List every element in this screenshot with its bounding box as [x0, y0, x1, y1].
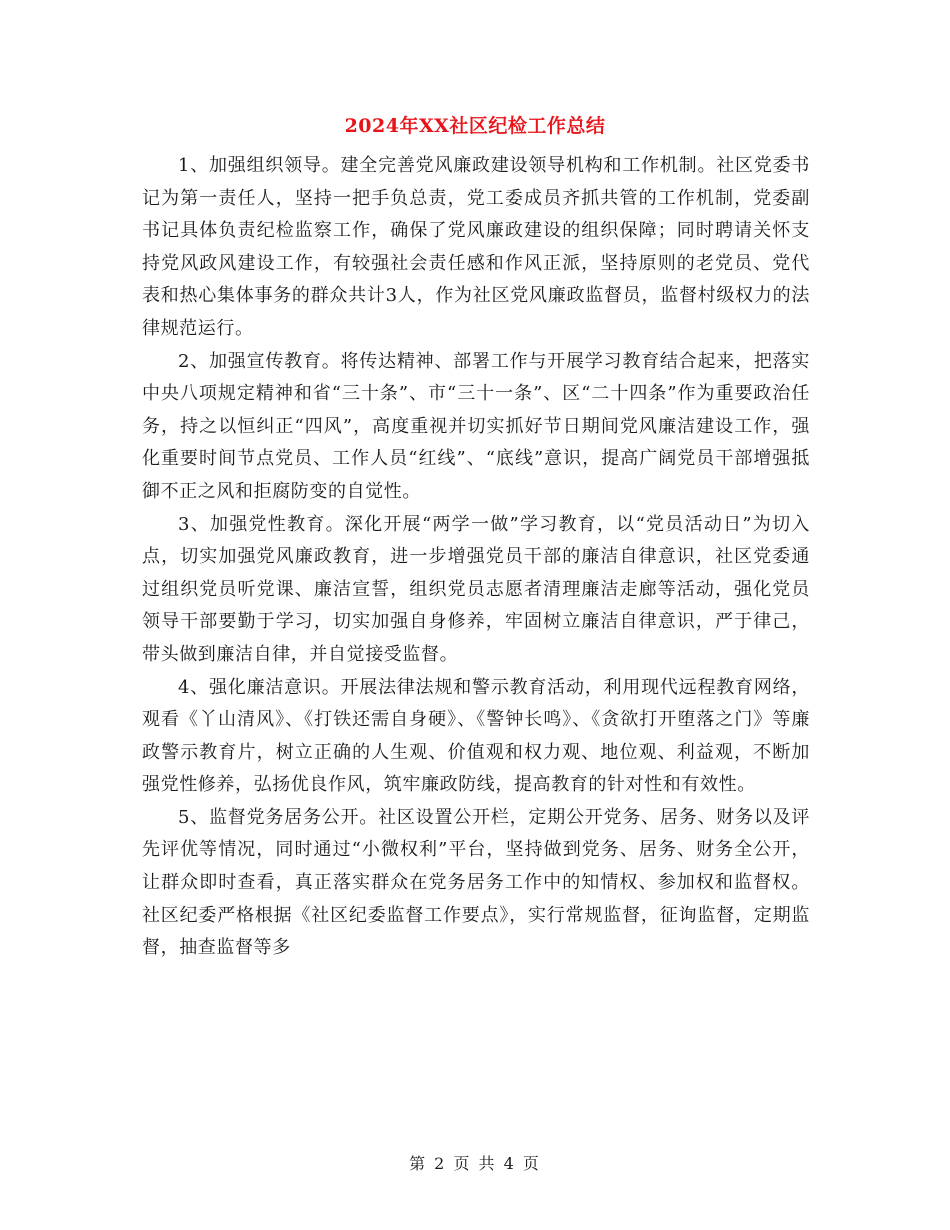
- document-body: [142, 150, 810, 965]
- paragraph-4: 4、强化廉洁意识。开展法律法规和警示教育活动，利用现代远程教育网络，观看《丫山清风》、《打铁还需自身硬》、《警钟长鸣》、《贪欲打开堕落之门》等廉政警示教育片，树立正确的人生观、价值观和权力观、地位观、利益观，不断加强党性修养，弘扬优良作风，筑牢廉政防线，提高教育的针对性和有效性。: [142, 676, 810, 796]
- paragraph-3: 3、加强党性教育。深化开展“两学一做”学习教育，以“党员活动日”为切入点，切实加强党风廉政教育，进一步增强党员干部的廉洁自律意识，社区党委通过组织党员听党课、廉洁宣誓，组织党员志愿者清理廉洁走廊等活动，强化党员领导干部要勤于学习，切实加强自身修养，牢固树立廉洁自律意识，严于律己，带头做到廉洁自律，并自觉接受监督。: [142, 513, 810, 665]
- paragraph-2: 2、加强宣传教育。将传达精神、部署工作与开展学习教育结合起来，把落实中央八项规定精神和省“三十条”、市“三十一条”、区“二十四条”作为重要政治任务，持之以恒纠正“四风”，高度重视并切实抓好节日期间党风廉洁建设工作，强化重要时间节点党员、工作人员“红线”、“底线”意识，提高广阔党员干部增强抵御不正之风和拒腐防变的自觉性。: [142, 350, 810, 502]
- page-number-footer: 第 2 页 共 4 页: [409, 1154, 541, 1173]
- paragraph-1: 1、加强组织领导。建全完善党风廉政建设领导机构和工作机制。社区党委书记为第一责任人，坚持一把手负总责，党工委成员齐抓共管的工作机制，党委副书记具体负责纪检监察工作，确保了党风廉政建设的组织保障；同时聘请关怀支持党风政风建设工作，有较强社会责任感和作风正派，坚持原则的老党员、党代表和热心集体事务的群众共计3人，作为社区党风廉政监督员，监督村级权力的法律规范运行。: [142, 155, 810, 339]
- paragraph-5: 5、监督党务居务公开。社区设置公开栏，定期公开党务、居务、财务以及评先评优等情况，同时通过“小微权利”平台，坚持做到党务、居务、财务全公开，让群众即时查看，真正落实群众在党务居务工作中的知情权、参加权和监督权。社区纪委严格根据《社区纪委监督工作要点》，实行常规监督，征询监督，定期监督，抽查监督等多: [142, 806, 810, 959]
- document-title: 2024年XX社区纪检工作总结: [344, 115, 606, 137]
